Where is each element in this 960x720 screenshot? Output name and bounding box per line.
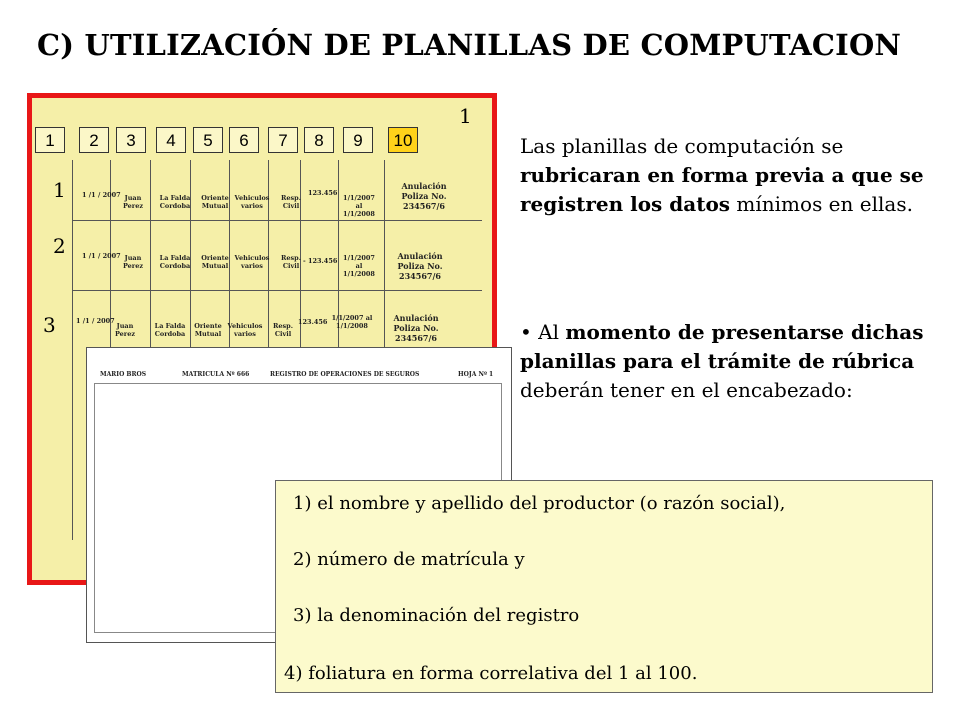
description-text: mínimos en ellas. xyxy=(730,192,913,216)
row-object: Vehiculos varios xyxy=(234,254,270,270)
row-place: La Falda Cordoba xyxy=(154,322,186,338)
requirement-item: 4) foliatura en forma correlativa del 1 al 100. xyxy=(284,663,698,684)
paper-header-license: MATRICULA Nº 666 xyxy=(182,371,250,378)
row-place: La Falda Cordoba xyxy=(159,254,191,270)
column-number-highlighted: 10 xyxy=(388,127,418,153)
row-place: La Falda Cordoba xyxy=(159,194,191,210)
row-period: 1/1/2007 al 1/1/2008 xyxy=(343,254,375,278)
column-number: 2 xyxy=(79,127,109,153)
row-note: Anulación Poliza No. 234567/6 xyxy=(393,313,439,343)
column-divider xyxy=(384,160,385,350)
column-number: 5 xyxy=(193,127,223,153)
sheet-page-number: 1 xyxy=(459,104,472,128)
row-policy: 123.456 xyxy=(298,318,328,326)
description-paragraph xyxy=(520,132,950,219)
column-number: 7 xyxy=(268,127,298,153)
row-risk: Resp. Civil xyxy=(280,194,301,210)
row-object: Vehiculos varios xyxy=(234,194,270,210)
row-risk: Resp. Civil xyxy=(272,322,293,338)
description-text: Las planillas de computación se xyxy=(520,134,844,158)
description-emphasis: rubricaran en forma previa a que se registren los datos xyxy=(520,163,924,216)
row-object: Vehiculos varios xyxy=(227,322,263,338)
row-note: Anulación Poliza No. 234567/6 xyxy=(397,251,443,281)
column-number: 4 xyxy=(156,127,186,153)
row-number: 1 xyxy=(53,178,66,202)
column-number: 6 xyxy=(229,127,259,153)
bullet-emphasis: momento de presentarse dichas planillas para el trámite de rúbrica xyxy=(520,320,924,373)
bullet-paragraph xyxy=(520,318,956,405)
row-company: Oriente Mutual xyxy=(201,194,229,210)
column-divider xyxy=(150,160,151,350)
column-number: 1 xyxy=(35,127,65,153)
column-number: 3 xyxy=(116,127,146,153)
row-number: 2 xyxy=(53,234,66,258)
paper-header-producer: MARIO BROS xyxy=(100,371,147,378)
row-date: 1 /1 / 2007 xyxy=(76,317,115,325)
requirement-item: 2) número de matrícula y xyxy=(293,549,525,570)
row-company: Oriente Mutual xyxy=(201,254,229,270)
row-note: Anulación Poliza No. 234567/6 xyxy=(401,181,447,211)
row-company: Oriente Mutual xyxy=(194,322,222,338)
row-divider xyxy=(72,220,482,221)
row-divider xyxy=(72,290,482,291)
row-name: Juan Perez xyxy=(114,322,136,338)
slide-title: C) UTILIZACIÓN DE PLANILLAS DE COMPUTACION xyxy=(37,28,902,62)
row-name: Juan Perez xyxy=(122,254,144,270)
row-risk: Resp. Civil xyxy=(280,254,301,270)
row-policy: - 123.456 xyxy=(303,257,338,265)
row-date: 1 /1 / 2007 xyxy=(82,191,121,199)
paper-header-register: REGISTRO DE OPERACIONES DE SEGUROS xyxy=(270,371,420,378)
row-policy: 123.456 xyxy=(308,189,338,197)
row-name: Juan Perez xyxy=(122,194,144,210)
paper-header-sheet: HOJA Nº 1 xyxy=(458,371,494,378)
column-divider xyxy=(72,160,73,540)
row-date: 1 /1 / 2007 xyxy=(82,252,121,260)
row-number: 3 xyxy=(43,313,56,337)
column-number: 8 xyxy=(304,127,334,153)
bullet-text: • Al xyxy=(520,320,566,344)
column-number: 9 xyxy=(343,127,373,153)
row-period: 1/1/2007 al 1/1/2008 xyxy=(343,194,375,218)
requirement-item: 3) la denominación del registro xyxy=(293,605,580,626)
requirement-item: 1) el nombre y apellido del productor (o razón social), xyxy=(293,493,786,514)
bullet-text: deberán tener en el encabezado: xyxy=(520,378,853,402)
row-period: 1/1/2007 al 1/1/2008 xyxy=(331,314,373,330)
